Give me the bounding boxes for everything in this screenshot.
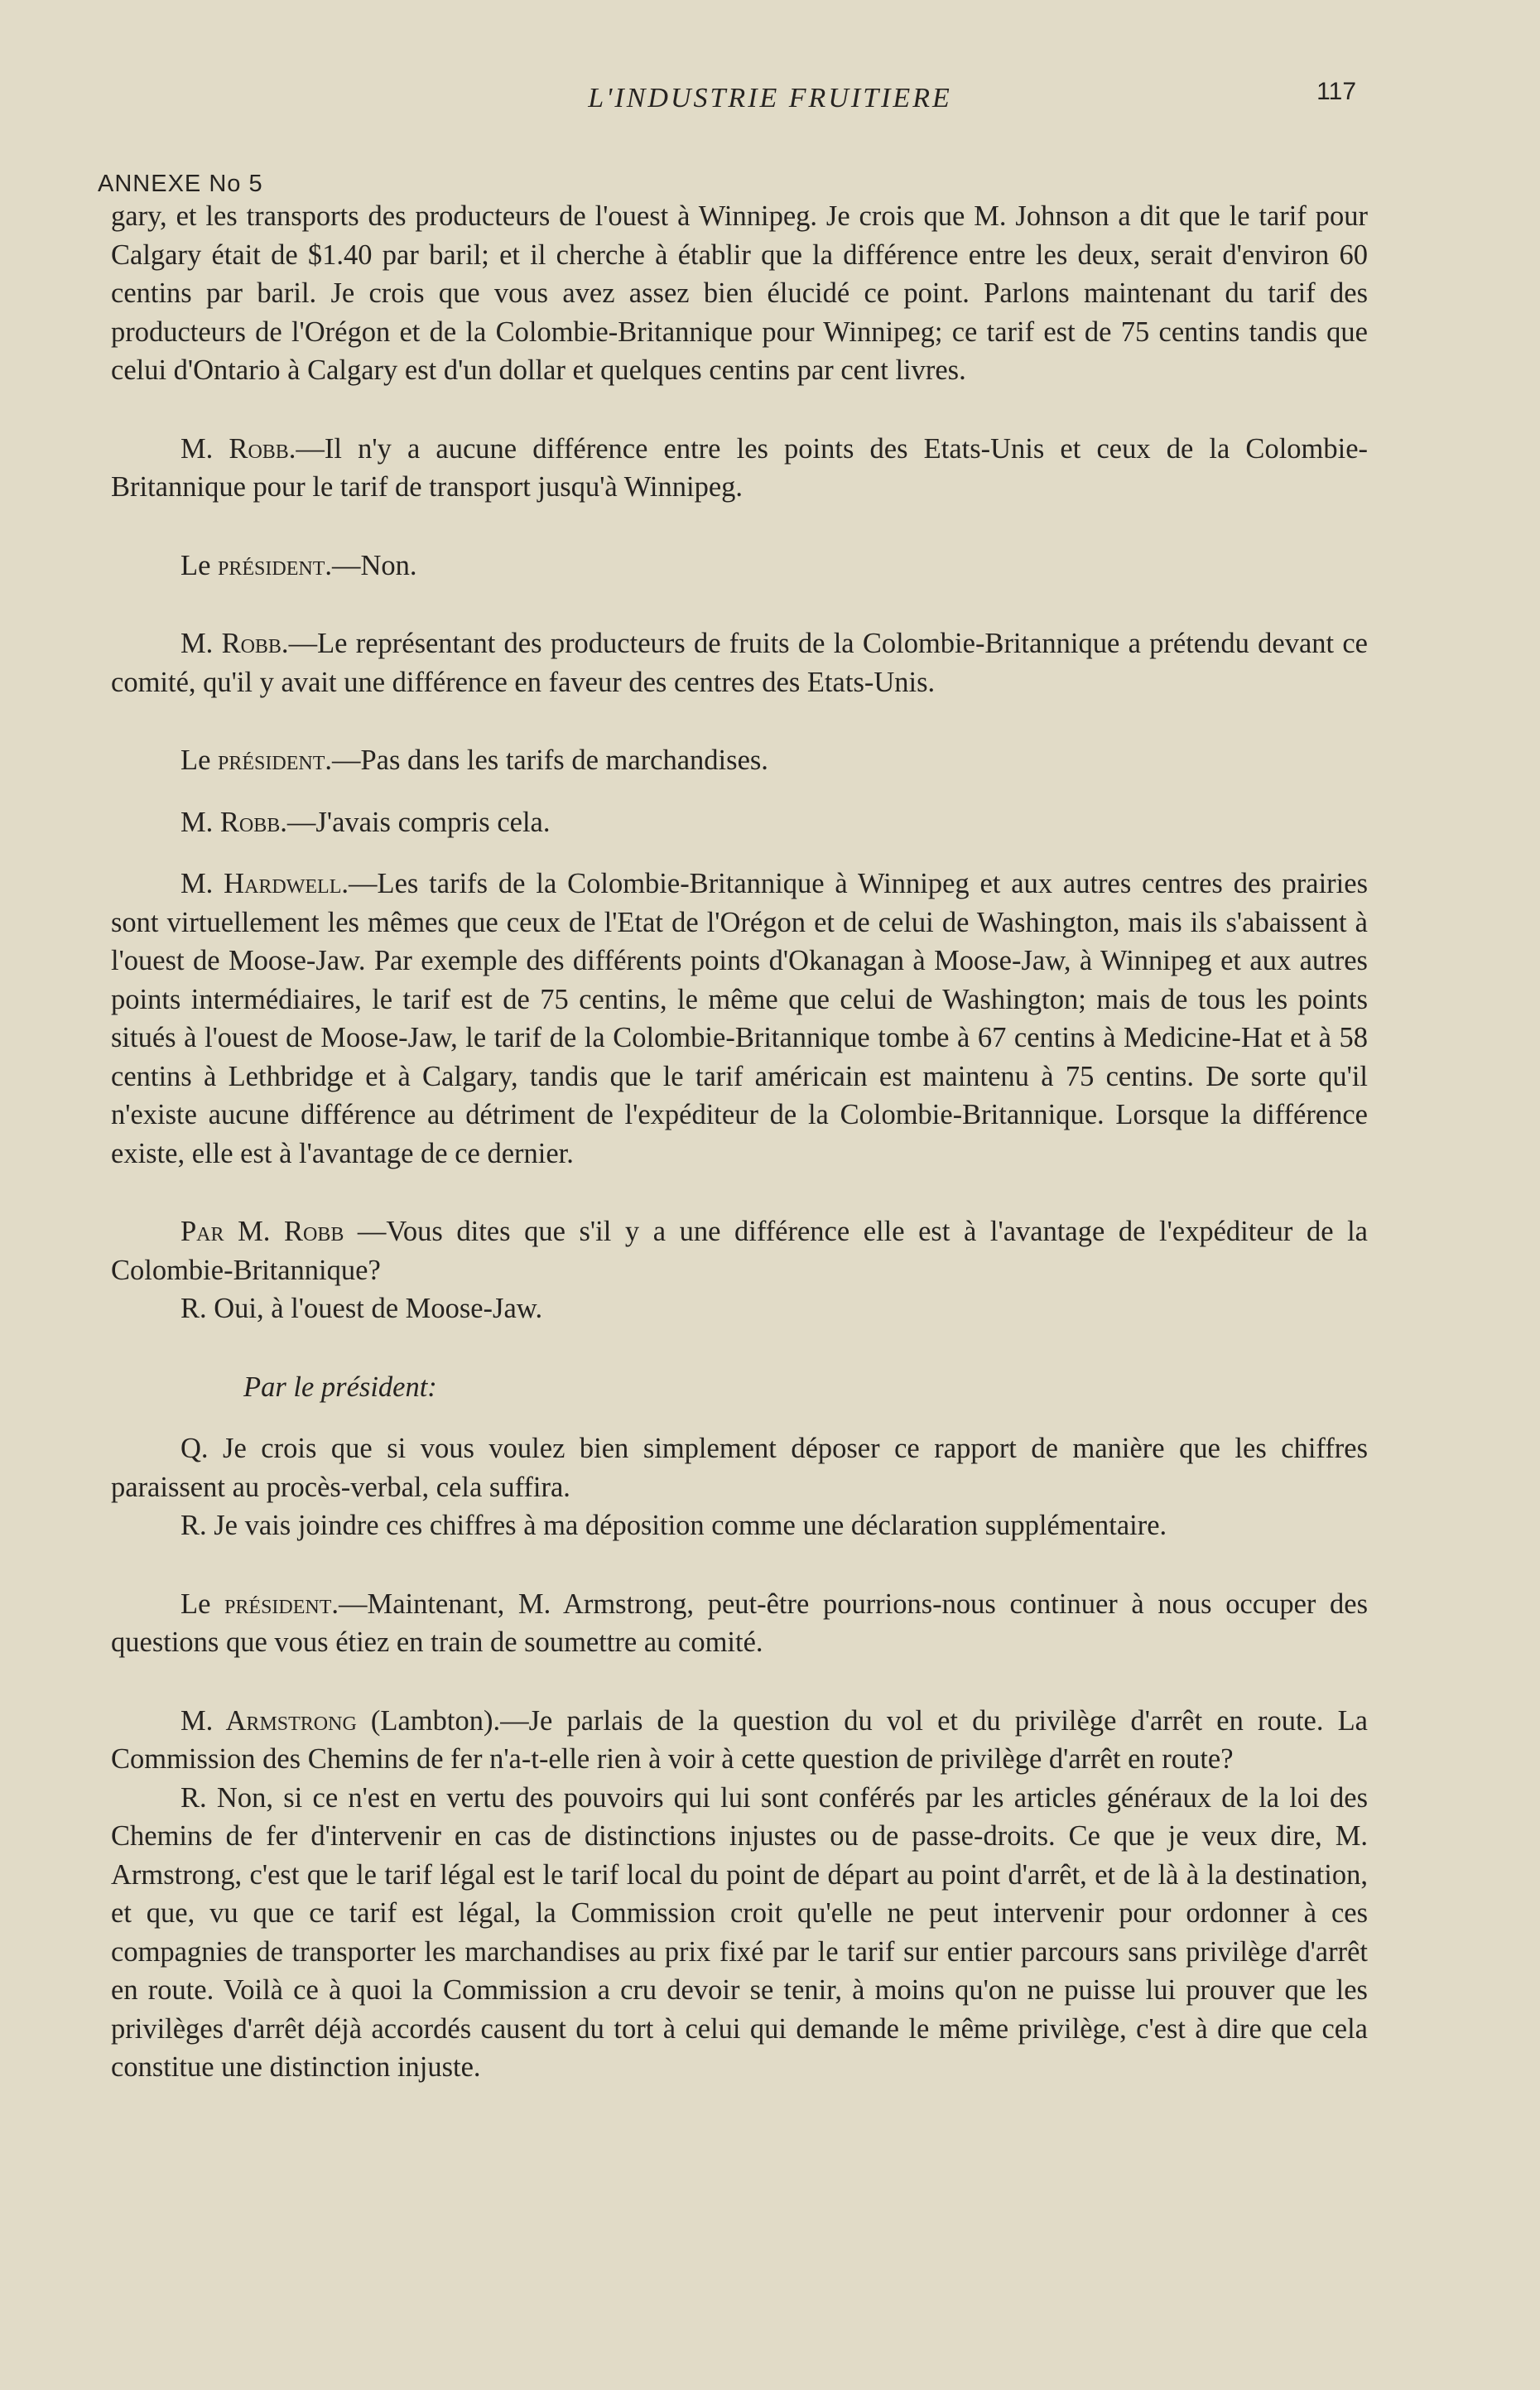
speaker-name: président. xyxy=(224,1588,339,1620)
speech-text: —Le représentant des producteurs de fruits de la Colombie-Britannique a prétendu devant ce comité, qu'il y avait une différence en faveur des centres des Etats-Unis. xyxy=(111,628,1368,698)
paragraph-9: R. Oui, à l'ouest de Moose-Jaw. xyxy=(180,1293,543,1324)
speech-text: —Vous dites que s'il y a une différence elle est à l'avantage de l'expéditeur de la Colombie-Britannique? xyxy=(111,1216,1368,1286)
speaker-name: M. Hardwell. xyxy=(180,868,349,899)
speaker-name: M. Robb. xyxy=(180,432,296,465)
speech-text: —Les tarifs de la Colombie-Britannique à Winnipeg et aux autres centres des prairies sont virtuellement les mêmes que ceux de l'Etat de l'Orégon et de celui de Washington, mais ils s'abaissent à l'ouest de Moose-Jaw. Par exemple des différents points d'Okanagan à Moose-Jaw, à Winnipeg et aux autres points intermédiaires, le tarif est de 75 centins, le même que celui de Washington; mais de tous les points situés à l'ouest de Moose-Jaw, le tarif de la Colombie-Britannique tombe à 67 centins à Medicine-Hat et à 58 centins à Lethbridge et à Calgary, tandis que le tarif américain est maintenu à 75 centins. De sorte qu'il n'existe aucune différence au détriment de l'expéditeur de la Colombie-Britannique. Lorsque la différence existe, elle est à l'avantage de ce dernier. xyxy=(111,868,1368,1169)
paragraph-4 xyxy=(111,624,1368,701)
section-heading: Par le président: xyxy=(243,1371,437,1403)
paragraph-5 xyxy=(111,741,1368,780)
paragraph-8 xyxy=(111,1212,1368,1289)
speech-text: —Pas dans les tarifs de marchandises. xyxy=(331,744,768,776)
speaker-prefix: Le xyxy=(180,1588,225,1620)
annex-label: ANNEXE No 5 xyxy=(98,171,263,197)
speaker-name: président. xyxy=(218,744,332,776)
speaker-name: président. xyxy=(218,549,332,581)
speech-text: (Lambton).—Je parlais de la question du vol et du privilège d'arrêt en route. La Commission des Chemins de fer n'a-t-elle rien à voir à cette question de privilège d'arrêt en route? xyxy=(111,1704,1368,1775)
paragraph-7 xyxy=(111,865,1368,1173)
paragraph-2 xyxy=(111,430,1368,507)
page-number: 117 xyxy=(1316,78,1356,105)
paragraph-12: R. Je vais joindre ces chiffres à ma déposition comme une déclaration supplémentaire. xyxy=(180,1510,1167,1541)
speaker-name: M. Robb. xyxy=(180,806,287,838)
speaker-name: M. Robb. xyxy=(180,628,289,659)
speech-text: —J'avais compris cela. xyxy=(286,806,551,838)
speech-text: —Il n'y a aucune différence entre les points des Etats-Unis et ceux de la Colombie-Britannique pour le tarif de transport jusqu'à Winnipeg. xyxy=(111,432,1368,503)
paragraph-15: R. Non, si ce n'est en vertu des pouvoirs qui lui sont conférés par les articles généraux de la loi des Chemins de fer d'intervenir en cas de distinctions injustes ou de passe-droits. Ce que je veux dire, M. Armstrong, c'est que le tarif légal est le tarif local du point de départ au point d'arrêt, et de là à la destination, et que, vu que ce tarif est légal, la Commission croit qu'elle ne peut intervenir pour ordonner à ces compagnies de transporter les marchandises au prix fixé par le tarif sur entier parcours sans privilège d'arrêt en route. Voilà ce à quoi la Commission a cru devoir se tenir, à moins qu'on ne puisse lui prouver que les privilèges d'arrêt déjà accordés causent du tort à celui qui demande le même privilège, c'est à dire que cela constitue une distinction injuste. xyxy=(111,1781,1368,2083)
speaker-prefix: Le xyxy=(180,549,219,581)
paragraph-3 xyxy=(111,547,1368,585)
speech-text: —Maintenant, M. Armstrong, peut-être pourrions-nous continuer à nous occuper des questions que vous étiez en train de soumettre au comité. xyxy=(111,1588,1369,1658)
paragraph-1: gary, et les transports des producteurs de l'ouest à Winnipeg. Je crois que M. Johnson a dit que le tarif pour Calgary était de $1.40 par baril; et il cherche à établir que la différence entre les deux, serait d'environ 60 centins par baril. Je crois que vous avez assez bien élucidé ce point. Parlons maintenant du tarif des producteurs de l'Orégon et de la Colombie-Britannique pour Winnipeg; ce tarif est de 75 centins tandis que celui d'Ontario à Calgary est d'un dollar et quelques centins par cent livres. xyxy=(111,200,1368,386)
paragraph-14 xyxy=(111,1702,1368,1779)
speaker-name: M. Armstrong xyxy=(180,1704,357,1737)
speech-text: —Non. xyxy=(331,549,417,581)
paragraph-13 xyxy=(111,1585,1368,1662)
speaker-prefix: Le xyxy=(180,744,219,776)
paragraph-6 xyxy=(111,803,1368,842)
paragraph-11: Q. Je crois que si vous voulez bien simplement déposer ce rapport de manière que les chiffres paraissent au procès-verbal, cela suffira. xyxy=(111,1433,1368,1503)
speaker-name: Par M. Robb xyxy=(180,1216,344,1247)
running-title: L'INDUSTRIE FRUITIERE xyxy=(588,83,952,113)
document-body xyxy=(111,197,1368,2087)
